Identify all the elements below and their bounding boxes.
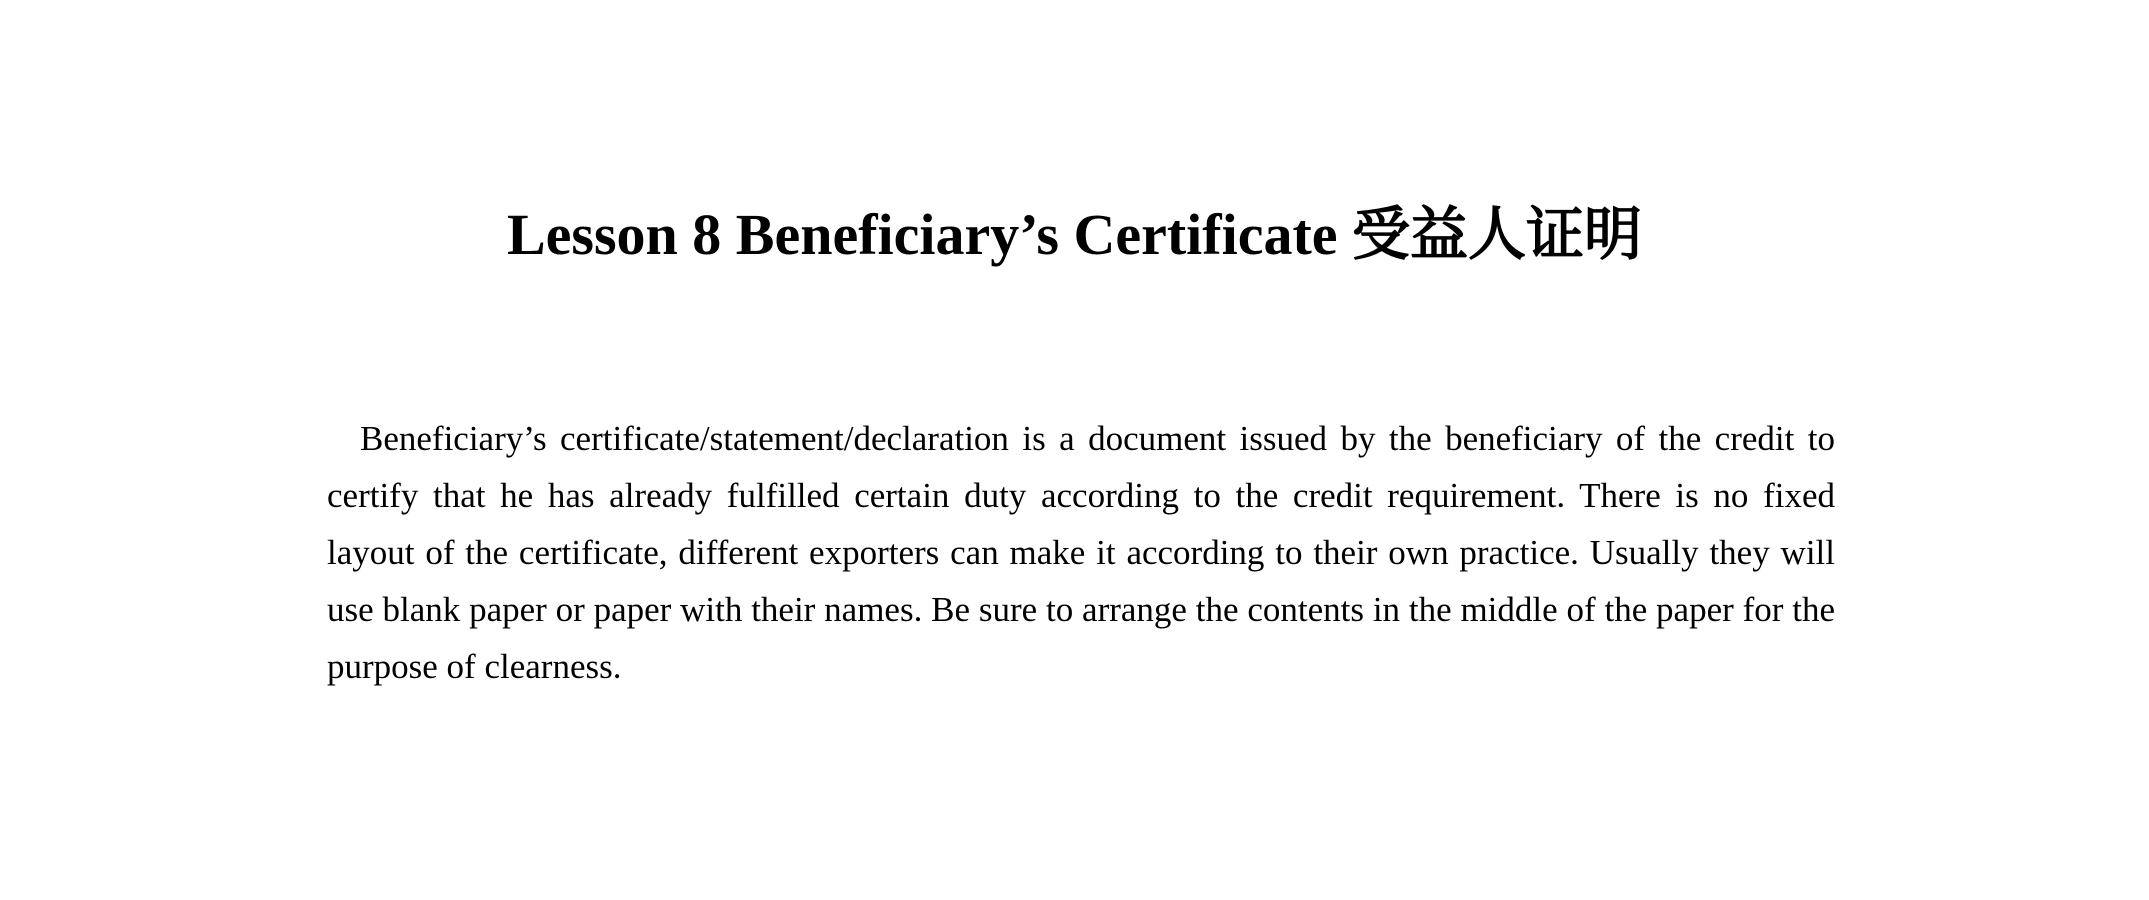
page-title: Lesson 8 Beneficiary’s Certificate 受益人证明 [506,202,1643,267]
body-paragraph: Beneficiary’s certificate/statement/declaration is a document issued by the beneficiary of the credit to certify that he has already fulfilled certain duty according to the credit requirement. There is no fixed layout of the certificate, different exporters can make it according to their own practice. Usually they will use blank paper or paper with their names. Be sure to arrange the contents in the middle of the paper for the purpose of clearness. [327,419,1835,686]
